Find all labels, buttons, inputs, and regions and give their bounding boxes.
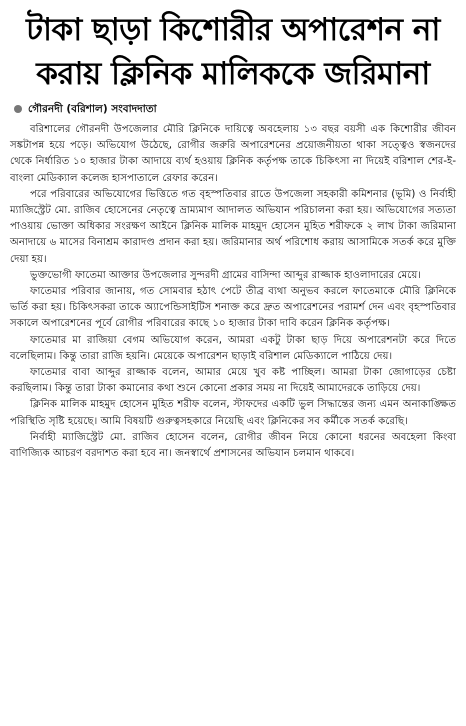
- bullet-dot-icon: [14, 105, 22, 113]
- article-headline: টাকা ছাড়া কিশোরীর অপারেশন না করায় ক্লিনিক মালিককে জরিমানা: [26, 12, 440, 92]
- article-paragraph: বরিশালের গৌরনদী উপজেলার মৌরি ক্লিনিকে দায়িত্বে অবহেলায় ১৩ বছর বয়সী এক কিশোরীর জীবন সঙ্কটাপন্ন হয়ে পড়ে। অভিযোগ উঠেছে, রোগীর জরুরি অপারেশনের প্রয়োজনীয়তা থাকা সত্ত্বেও স্বজনদের থেকে নির্ধারিত ১০ হাজার টাকা আদায়ে ব্যর্থ হওয়ায় ক্লিনিক কর্তৃপক্ষ তাকে চিকিৎসা না দিয়েই বরিশাল শের-ই-বাংলা মেডিক্যাল কলেজ হাসপাতালে রেফার করেন।: [10, 124, 456, 184]
- article-paragraph: ফাতেমার পরিবার জানায়, গত সোমবার হঠাৎ পেটে তীব্র ব্যথা অনুভব করলে ফাতেমাকে মৌরি ক্লিনিকে ভর্তি করা হয়। চিকিৎসকরা তাকে অ্যাপেন্ডিসাইটিস শনাক্ত করে দ্রুত অপারেশনের পরামর্শ দেন এবং বৃহস্পতিবার সকালে অপারেশনের পূর্বে রোগীর পরিবারের কাছে ১০ হাজার টাকা দাবি করেন ক্লিনিক কর্তৃপক্ষ।: [10, 286, 456, 330]
- article-paragraph: নির্বাহী ম্যাজিস্ট্রেট মো. রাজিব হোসেন বলেন, রোগীর জীবন নিয়ে কোনো ধরনের অবহেলা কিংবা বাণিজ্যিক আচরণ বরদাশত করা হবে না। জনস্বার্থে প্রশাসনের অভিযান চলমান থাকবে।: [10, 431, 456, 460]
- article-byline: [10, 102, 456, 116]
- article-paragraph: ফাতেমার মা রাজিয়া বেগম অভিযোগ করেন, আমরা একটু টাকা ছাড় দিয়ে অপারেশনটা করে দিতে বলেছিলাম। কিন্তু তারা রাজি হয়নি। মেয়েকে অপারেশন ছাড়াই বরিশাল মেডিক্যালে পাঠিয়ে দেয়।: [10, 334, 456, 362]
- article-paragraph: পরে পরিবারের অভিযোগের ভিত্তিতে গত বৃহস্পতিবার রাতে উপজেলা সহকারী কমিশনার (ভূমি) ও নির্বাহী ম্যাজিস্ট্রেট মো. রাজিব হোসেনের নেতৃত্বে ভ্রাম্যমাণ আদালত অভিযান পরিচালনা করা হয়। অভিযোগের সত্যতা পাওয়ায় ভোক্তা অধিকার সংরক্ষণ আইনে ক্লিনিক মালিক মাহমুদ হোসেন মুহিত শরীফকে ২ লাখ টাকা জরিমানা অনাদায়ে ৬ মাসের বিনাশ্রম কারাদণ্ড প্রদান করা হয়। জরিমানার অর্থ পরিশোধ করায় আসামিকে সতর্ক করে মুক্তি দেয়া হয়।: [10, 188, 456, 265]
- article-paragraph: ফাতেমার বাবা আব্দুর রাজ্জাক বলেন, আমার মেয়ে খুব কষ্ট পাচ্ছিল। আমরা টাকা জোগাড়ের চেষ্টা করছিলাম। কিন্তু তারা টাকা কমানোর কথা শুনে কোনো প্রকার সময় না দিয়েই আমাদেরকে তাড়িয়ে দেয়।: [10, 367, 456, 395]
- article-paragraph: ভুক্তভোগী ফাতেমা আক্তার উপজেলার সুন্দরদী গ্রামের বাসিন্দা আব্দুর রাজ্জাক হাওলাদারের মেয়ে।: [30, 269, 421, 281]
- article-body: [10, 122, 456, 462]
- byline-text: গৌরনদী (বরিশাল) সংবাদদাতা: [28, 103, 157, 115]
- article-paragraph: ক্লিনিক মালিক মাহমুদ হোসেন মুহিত শরীফ বলেন, স্টাফদের একটি ভুল সিদ্ধান্তের জন্য এমন অনাকাঙ্ক্ষিত পরিস্থিতি সৃষ্টি হয়েছে। আমি বিষয়টি গুরুত্বসহকারে নিয়েছি এবং ক্লিনিকের সব কর্মীকে সতর্ক করেছি।: [10, 399, 456, 427]
